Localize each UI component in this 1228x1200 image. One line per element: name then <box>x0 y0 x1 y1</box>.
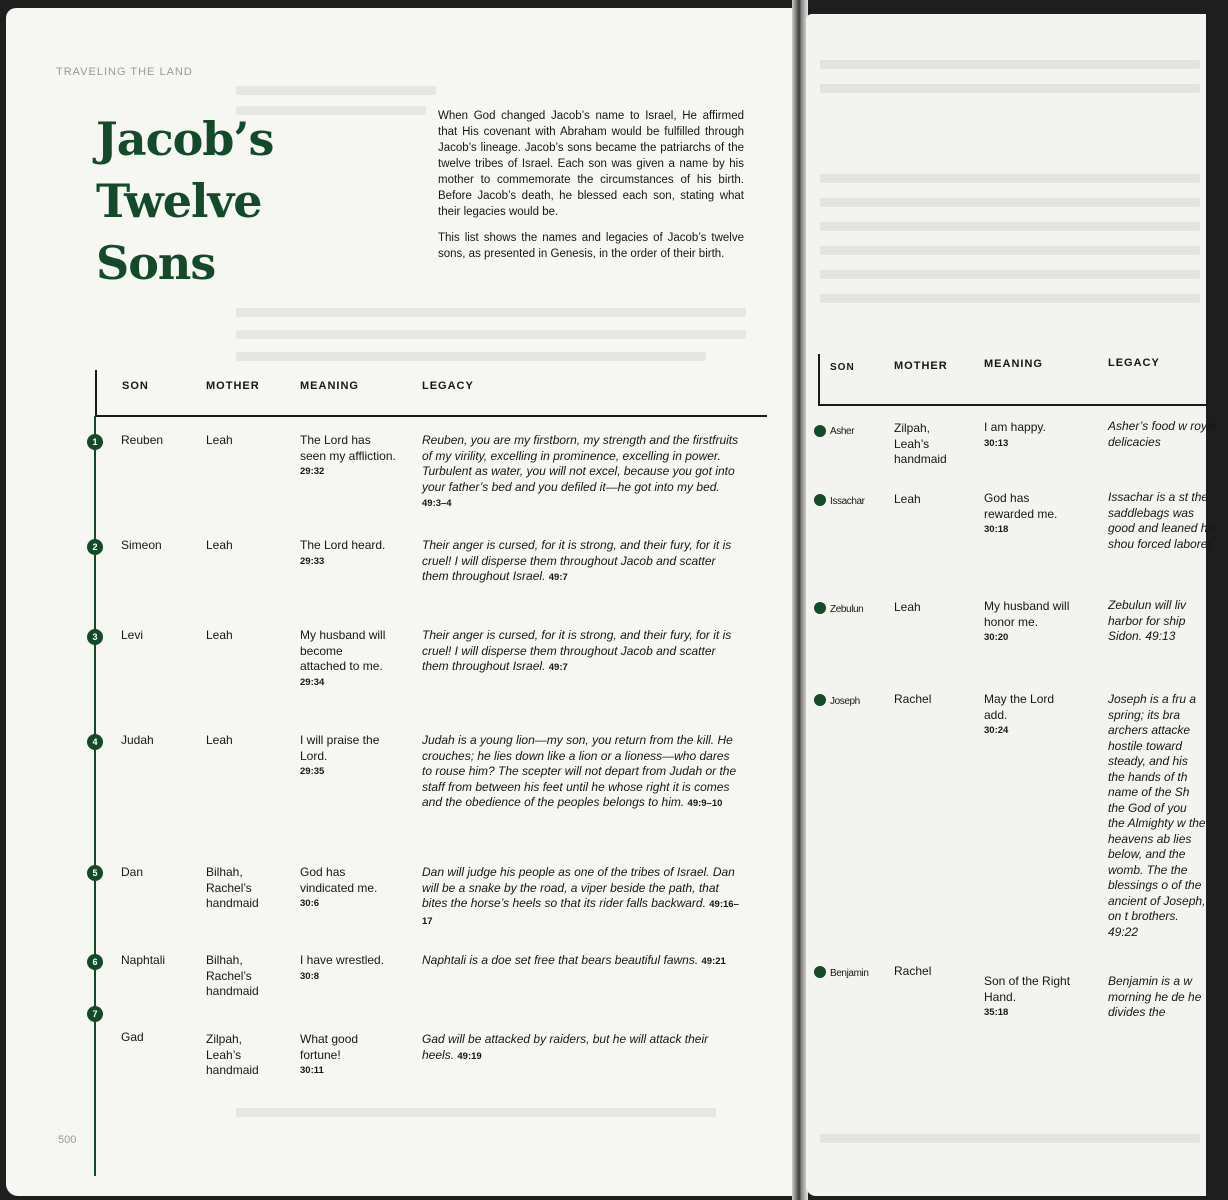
row-number-badge: 5 <box>87 865 103 881</box>
son-name: Joseph <box>830 696 860 707</box>
meaning-reference: 30:11 <box>300 1065 324 1076</box>
running-head: TRAVELING THE LAND <box>56 66 193 78</box>
meaning-text: What good fortune! <box>300 1032 359 1062</box>
legacy-reference: 49:7 <box>548 572 568 583</box>
meaning-cell <box>300 865 386 912</box>
meaning-text: I have wrestled. <box>300 953 385 967</box>
intro-text <box>438 108 744 262</box>
left-page <box>6 8 796 1196</box>
column-header-meaning: MEANING <box>300 380 359 392</box>
row-number-badge: 4 <box>87 734 103 750</box>
legacy-reference: 49:19 <box>457 1050 482 1062</box>
legacy-text: Joseph is a fru a spring; its bra archers attacke hostile toward steady, and his the hands of th name of the Sh the God of you the Almighty w the heavens ab lies below, and the womb. The the blessings o of the ancient of Joseph, on t brothers. 49:22 <box>1108 692 1206 939</box>
title-line: Twelve <box>96 174 262 228</box>
legacy-reference: 49:9–10 <box>687 798 723 809</box>
legacy-reference: 49:21 <box>701 956 726 967</box>
meaning-text: God has vindicated me. <box>300 865 378 895</box>
legacy-text: Judah is a young lion—my son, you return from the kill. He crouches; he lies down like a lion or a lioness—who dares to rouse him? The scepter will not depart from Judah or the staff from between his feet until he whose right it is comes and the obedience of the peoples belongs to him. <box>422 733 737 809</box>
row-number-badge <box>814 966 826 978</box>
table-header-left-rule <box>95 370 97 416</box>
son-name: Simeon <box>121 538 162 552</box>
row-number-badge <box>814 694 826 706</box>
meaning-text: Son of the Right Hand. <box>984 974 1071 1004</box>
mother-name: Leah <box>894 492 921 506</box>
table-header-rule <box>95 415 767 417</box>
son-name: Issachar <box>830 496 865 507</box>
legacy-text: Reuben, you are my firstborn, my strength and the firstfruits of my virility, excelling in prominence, excelling in power. Turbulent as water, you will not excel, because you got into your father’s bed and you defiled it—he got into my bed. <box>422 433 739 494</box>
row-number-badge <box>814 494 826 506</box>
row-number-badge <box>814 602 826 614</box>
legacy-text: Dan will judge his people as one of the tribes of Israel. Dan will be a snake by the road, a viper beside the path, that bites the horse’s heels so that its rider falls backward. <box>422 865 735 910</box>
meaning-cell <box>300 433 398 480</box>
mother-name: Zilpah, Leah’s handmaid <box>894 421 947 466</box>
meaning-cell <box>984 692 1074 739</box>
meaning-reference: 30:13 <box>984 437 1009 449</box>
meaning-cell <box>984 420 1084 451</box>
legacy-cell <box>422 628 740 676</box>
son-name: Judah <box>121 733 154 747</box>
mother-name: Rachel <box>894 692 932 706</box>
meaning-cell <box>984 491 1074 538</box>
meaning-reference: 30:18 <box>984 524 1009 535</box>
legacy-text: Gad will be attacked by raiders, but he will attack their heels. <box>422 1032 709 1062</box>
meaning-reference: 29:35 <box>300 766 325 777</box>
meaning-cell <box>300 538 398 569</box>
meaning-reference: 29:34 <box>300 676 325 688</box>
page-title <box>96 108 273 294</box>
meaning-cell <box>984 974 1074 1021</box>
timeline-line <box>94 416 96 1176</box>
son-name: Gad <box>121 1030 144 1044</box>
legacy-text: Asher’s food w royal delicacies <box>1108 419 1217 449</box>
column-header-son: SON <box>122 380 149 392</box>
son-name: Dan <box>121 865 144 879</box>
meaning-reference: 30:8 <box>300 970 320 982</box>
son-name: Naphtali <box>121 953 166 967</box>
mother-name: Rachel <box>894 964 932 978</box>
meaning-cell <box>300 1032 386 1079</box>
son-name: Benjamin <box>830 968 869 979</box>
intro-paragraph: This list shows the names and legacies of Jacob’s twelve sons, as presented in Genesis, in the order of their birth. <box>438 232 744 260</box>
mother-name: Bilhah, Rachel’s handmaid <box>206 953 259 998</box>
meaning-text: The Lord has seen my affliction. <box>300 433 396 463</box>
mother-name: Leah <box>206 733 233 747</box>
meaning-cell <box>984 599 1074 646</box>
table-header-rule <box>818 404 1208 406</box>
legacy-reference: 49:3–4 <box>422 498 452 509</box>
meaning-cell <box>300 628 392 690</box>
legacy-text: Zebulun will liv harbor for ship Sidon. 49:13 <box>1108 598 1187 643</box>
row-number-badge: 2 <box>87 539 103 555</box>
legacy-cell <box>422 1032 722 1064</box>
legacy-text: Issachar is a st the saddlebags was good and leaned his shou forced laborer. <box>1108 490 1217 551</box>
legacy-cell <box>422 538 740 586</box>
column-header-legacy: LEGACY <box>1108 357 1160 369</box>
meaning-cell <box>300 953 400 984</box>
legacy-cell <box>422 433 740 512</box>
mother-name: Bilhah, Rachel’s handmaid <box>206 865 259 910</box>
legacy-text: Their anger is cursed, for it is strong, and their fury, for it is cruel! I will disperse them throughout Jacob and scatter them throughout Israel. <box>422 628 732 673</box>
meaning-text: The Lord heard. <box>300 538 386 552</box>
son-name: Zebulun <box>830 604 864 615</box>
meaning-reference: 30:24 <box>984 725 1009 736</box>
column-header-mother: MOTHER <box>206 380 260 392</box>
son-name: Asher <box>830 426 855 437</box>
column-header-meaning: MEANING <box>984 358 1043 370</box>
legacy-text: Benjamin is a w morning he de he divides the <box>1108 974 1202 1019</box>
meaning-reference: 35:18 <box>984 1007 1009 1018</box>
legacy-reference: 49:16–17 <box>422 899 739 927</box>
mother-name: Leah <box>206 628 233 642</box>
meaning-reference: 30:20 <box>984 632 1009 643</box>
meaning-text: I am happy. <box>984 420 1046 434</box>
mother-name: Leah <box>206 433 233 447</box>
column-header-mother: MOTHER <box>894 360 948 372</box>
row-number-badge <box>814 425 826 437</box>
legacy-reference: 49:7 <box>548 662 568 673</box>
column-header-son: SON <box>830 362 855 373</box>
right-page <box>806 14 1217 1196</box>
son-name: Levi <box>121 628 144 642</box>
meaning-text: My husband will become attached to me. <box>300 628 386 673</box>
title-line: Sons <box>96 236 216 290</box>
meaning-text: God has rewarded me. <box>984 491 1058 521</box>
meaning-text: I will praise the Lord. <box>300 733 380 763</box>
table-header-left-rule <box>818 354 820 404</box>
meaning-cell <box>300 733 390 780</box>
page-number: 500 <box>58 1134 77 1146</box>
meaning-reference: 30:6 <box>300 898 320 909</box>
mother-name: Leah <box>894 600 921 614</box>
intro-paragraph: When God changed Jacob’s name to Israel, He affirmed that His covenant with Abraham would be fulfilled through Jacob’s lineage. Jacob’s sons became the patriarchs of the twelve tribes of Israel. Each son was given a name by his mother to commemorate the circumstances of his birth. Before Jacob’s death, he blessed each son, stating what their legacies would be. <box>438 110 744 218</box>
row-number-badge: 6 <box>87 954 103 970</box>
son-name: Reuben <box>121 433 164 447</box>
row-number-badge: 1 <box>87 434 103 450</box>
mother-name: Zilpah, Leah’s handmaid <box>206 1032 259 1077</box>
legacy-cell <box>422 865 744 929</box>
meaning-reference: 29:33 <box>300 555 325 567</box>
column-header-legacy: LEGACY <box>422 380 474 392</box>
meaning-text: My husband will honor me. <box>984 599 1070 629</box>
legacy-cell <box>422 953 740 970</box>
meaning-reference: 29:32 <box>300 466 325 477</box>
meaning-text: May the Lord add. <box>984 692 1055 722</box>
legacy-text: Their anger is cursed, for it is strong, and their fury, for it is cruel! I will disperse them throughout Jacob and scatter them throughout Israel. <box>422 538 732 583</box>
legacy-text: Naphtali is a doe set free that bears beautiful fawns. <box>422 953 699 967</box>
legacy-cell <box>422 733 740 812</box>
row-number-badge: 3 <box>87 629 103 645</box>
mother-name: Leah <box>206 538 233 552</box>
title-line: Jacob’s <box>96 112 274 166</box>
row-number-badge: 7 <box>87 1006 103 1022</box>
